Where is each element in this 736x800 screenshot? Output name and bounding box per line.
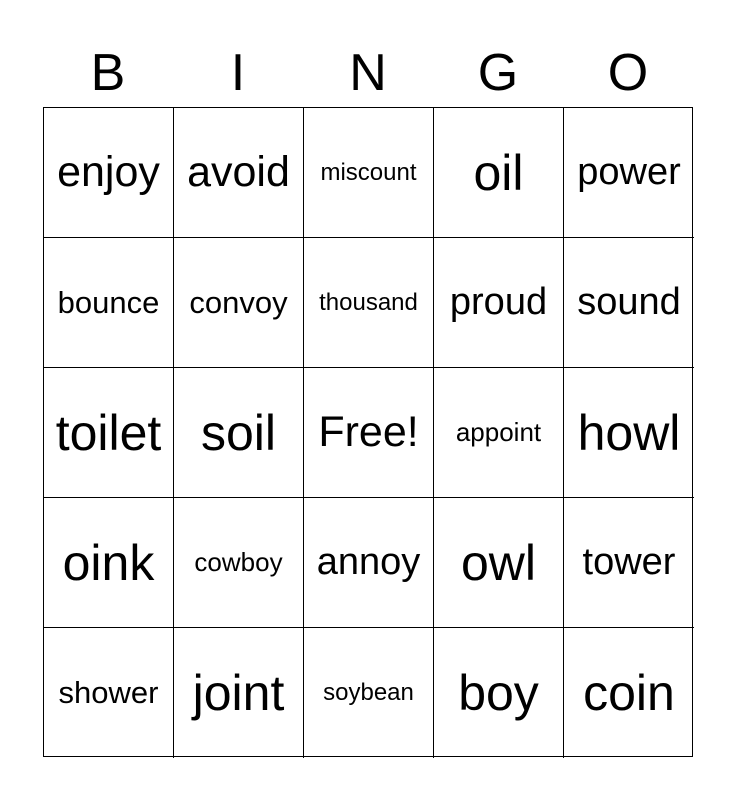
bingo-cell[interactable] xyxy=(434,238,564,368)
bingo-cell[interactable] xyxy=(564,238,694,368)
bingo-cell[interactable] xyxy=(174,498,304,628)
cell-word: joint xyxy=(192,665,285,721)
cell-word: oink xyxy=(62,534,155,591)
bingo-cell[interactable] xyxy=(304,498,434,628)
header-letter-b: B xyxy=(90,44,126,102)
bingo-cell[interactable] xyxy=(44,628,174,758)
bingo-cell[interactable] xyxy=(564,498,694,628)
free-space-cell[interactable] xyxy=(304,368,434,498)
cell-word: cowboy xyxy=(194,547,283,577)
bingo-cell[interactable] xyxy=(304,628,434,758)
bingo-cell[interactable] xyxy=(434,108,564,238)
header-letter-i: I xyxy=(230,44,246,102)
bingo-cell[interactable] xyxy=(44,368,174,498)
bingo-cell[interactable] xyxy=(434,368,564,498)
bingo-header xyxy=(43,40,693,106)
cell-word: enjoy xyxy=(57,148,160,196)
cell-word: bounce xyxy=(57,284,160,320)
cell-word: soybean xyxy=(323,679,414,706)
cell-word: power xyxy=(577,151,681,193)
cell-word: thousand xyxy=(319,288,418,316)
cell-word: toilet xyxy=(55,404,162,461)
bingo-cell[interactable] xyxy=(174,628,304,758)
bingo-cell[interactable] xyxy=(564,628,694,758)
free-space-label: Free! xyxy=(318,408,419,456)
cell-word: soil xyxy=(200,404,277,461)
cell-word: tower xyxy=(582,541,676,583)
bingo-cell[interactable] xyxy=(174,108,304,238)
bingo-cell[interactable] xyxy=(174,368,304,498)
cell-word: avoid xyxy=(187,148,290,196)
bingo-cell[interactable] xyxy=(564,108,694,238)
cell-word: shower xyxy=(58,675,159,710)
bingo-cell[interactable] xyxy=(44,108,174,238)
bingo-cell[interactable] xyxy=(44,238,174,368)
cell-word: oil xyxy=(473,144,524,201)
bingo-cell[interactable] xyxy=(174,238,304,368)
bingo-board xyxy=(43,107,693,757)
cell-word: sound xyxy=(577,281,681,323)
bingo-cell[interactable] xyxy=(304,108,434,238)
cell-word: owl xyxy=(460,534,537,591)
bingo-cell[interactable] xyxy=(434,628,564,758)
cell-word: convoy xyxy=(189,284,288,320)
cell-word: boy xyxy=(458,665,539,721)
header-letter-n: N xyxy=(349,44,387,102)
cell-word: proud xyxy=(449,281,548,323)
cell-word: coin xyxy=(583,665,675,721)
cell-word: miscount xyxy=(320,158,417,186)
header-letter-g: G xyxy=(477,44,519,102)
bingo-cell[interactable] xyxy=(564,368,694,498)
cell-word: howl xyxy=(577,404,681,461)
header-letter-o: O xyxy=(607,44,649,102)
cell-word: annoy xyxy=(316,541,421,583)
cell-word: appoint xyxy=(455,417,542,447)
bingo-cell[interactable] xyxy=(304,238,434,368)
bingo-cell[interactable] xyxy=(434,498,564,628)
bingo-cell[interactable] xyxy=(44,498,174,628)
